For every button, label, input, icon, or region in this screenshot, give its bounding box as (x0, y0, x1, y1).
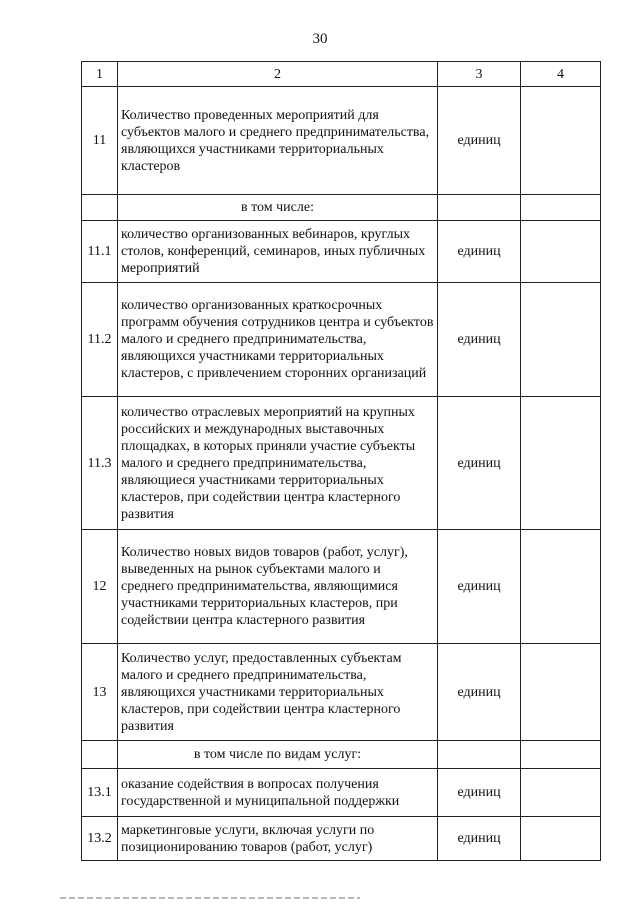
row-number: 13.2 (82, 817, 118, 861)
table-row (82, 283, 601, 397)
row-number: 13 (82, 644, 118, 741)
row-unit: единиц (438, 87, 521, 195)
row-description: Количество проведенных мероприятий для субъектов малого и среднего предпринимательства, являющихся участниками территориальных кластеров (118, 87, 438, 195)
table-row (82, 221, 601, 283)
row-value (521, 769, 601, 817)
row-description: маркетинговые услуги, включая услуги по позиционированию товаров (работ, услуг) (118, 817, 438, 861)
row-number: 11.3 (82, 397, 118, 530)
row-value (521, 195, 601, 221)
row-value (521, 817, 601, 861)
table-header-row (82, 62, 601, 87)
row-number: 11.2 (82, 283, 118, 397)
row-number (82, 741, 118, 769)
header-cell-4: 4 (521, 62, 601, 87)
table-row (82, 87, 601, 195)
row-unit (438, 195, 521, 221)
row-unit: единиц (438, 817, 521, 861)
table-row (82, 769, 601, 817)
row-value (521, 221, 601, 283)
row-value (521, 644, 601, 741)
header-cell-2: 2 (118, 62, 438, 87)
table-row (82, 530, 601, 644)
table-row (82, 397, 601, 530)
row-description: оказание содействия в вопросах получения государственной и муниципальной поддержки (118, 769, 438, 817)
header-cell-3: 3 (438, 62, 521, 87)
row-unit (438, 741, 521, 769)
row-value (521, 530, 601, 644)
row-unit: единиц (438, 397, 521, 530)
subheader-row (82, 195, 601, 221)
row-number: 11.1 (82, 221, 118, 283)
row-number: 13.1 (82, 769, 118, 817)
row-description: количество организованных вебинаров, круглых столов, конференций, семинаров, иных публичных мероприятий (118, 221, 438, 283)
row-description: количество отраслевых мероприятий на крупных российских и международных выставочных площадках, в которых приняли участие субъекты малого и среднего предпринимательства, являющиеся участниками территориальных кластеров, при содействии центра кластерного развития (118, 397, 438, 530)
row-unit: единиц (438, 769, 521, 817)
indicators-table (81, 61, 601, 861)
page-number: 30 (312, 31, 328, 47)
row-number: 11 (82, 87, 118, 195)
row-description: Количество услуг, предоставленных субъектам малого и среднего предпринимательства, являющихся участниками территориальных кластеров, при содействии центра кластерного развития (118, 644, 438, 741)
scan-artifact-line (60, 897, 360, 899)
subheader-label: в том числе по видам услуг: (118, 741, 438, 769)
row-number (82, 195, 118, 221)
header-cell-1: 1 (82, 62, 118, 87)
row-value (521, 87, 601, 195)
subheader-label: в том числе: (118, 195, 438, 221)
table-row (82, 817, 601, 861)
row-unit: единиц (438, 283, 521, 397)
row-unit: единиц (438, 644, 521, 741)
subheader-row (82, 741, 601, 769)
row-description: Количество новых видов товаров (работ, услуг), выведенных на рынок субъектами малого и среднего предпринимательства, являющимися участниками территориальных кластеров, при содействии центра кластерного развития (118, 530, 438, 644)
row-number: 12 (82, 530, 118, 644)
row-value (521, 283, 601, 397)
table-row (82, 644, 601, 741)
row-value (521, 741, 601, 769)
row-description: количество организованных краткосрочных программ обучения сотрудников центра и субъектов малого и среднего предпринимательства, являющихся участниками территориальных кластеров, с привлечением сторонних организаций (118, 283, 438, 397)
row-unit: единиц (438, 221, 521, 283)
row-unit: единиц (438, 530, 521, 644)
row-value (521, 397, 601, 530)
